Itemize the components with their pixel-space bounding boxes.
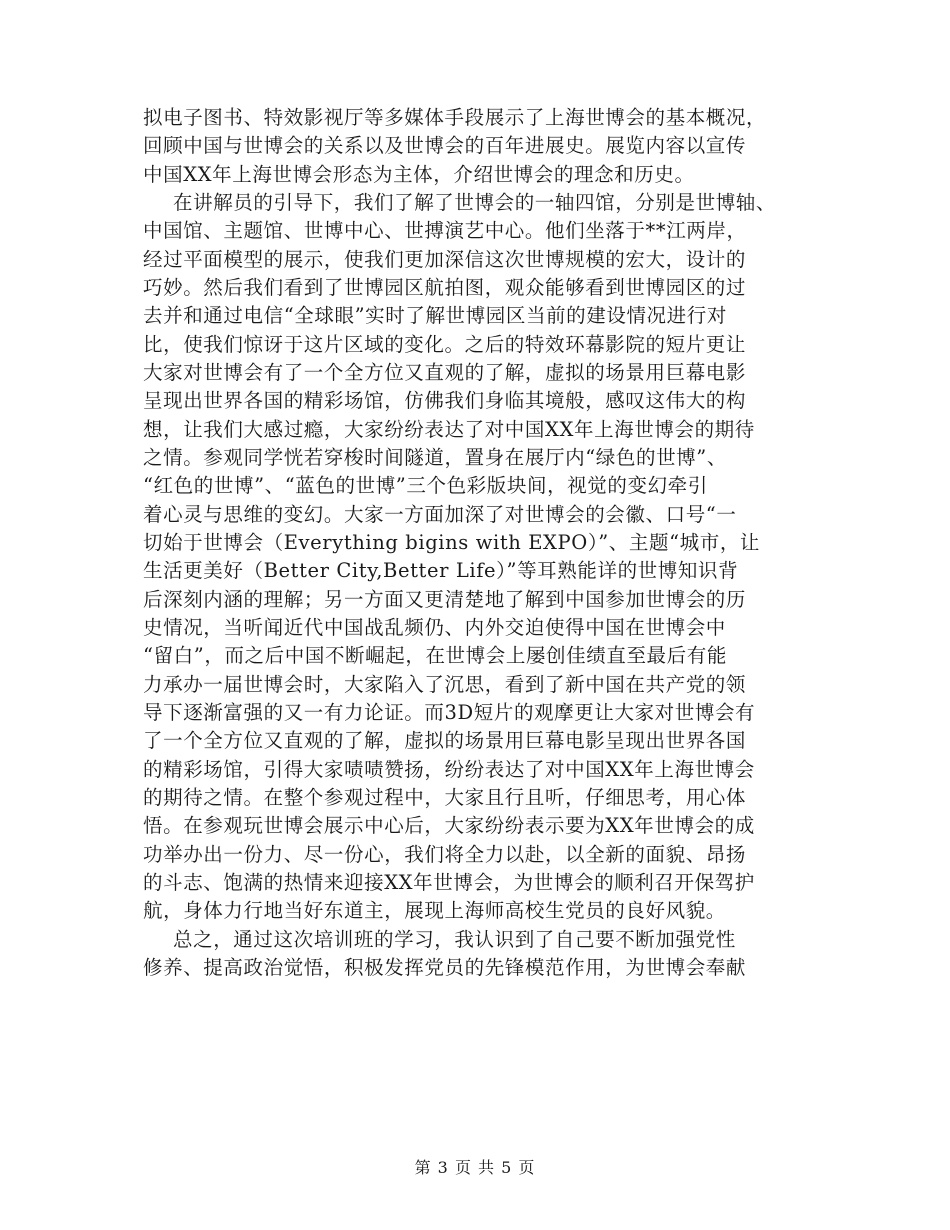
text-line: 的斗志、饱满的热情来迎接XX年世博会，为世博会的顺利召开保驾护	[143, 870, 755, 894]
text-line: 中国馆、主题馆、世博中心、世搏演艺中心。他们坐落于**江两岸，	[143, 219, 747, 243]
text-line: 比，使我们惊讶于这片区域的变化。之后的特效环幕影院的短片更让	[143, 332, 747, 356]
paragraph-start-line: 总之，通过这次培训班的学习，我认识到了自己要不断加强党性	[173, 927, 736, 951]
text-line: 回顾中国与世博会的关系以及世博会的百年进展史。展览内容以宣传	[143, 134, 747, 158]
text-line: 去并和通过电信“全球眼”实时了解世博园区当前的建设情况进行对	[143, 304, 727, 328]
text-line: “红色的世博”、“蓝色的世博”三个色彩版块间，视觉的变幻牵引	[143, 474, 708, 498]
text-line: 大家对世博会有了一个全方位又直观的了解，虚拟的场景用巨幕电影	[143, 360, 747, 384]
text-line: 经过平面模型的展示，使我们更加深信这次世博规模的宏大，设计的	[143, 247, 747, 271]
text-line: 导下逐渐富强的又一有力论证。而3D短片的观摩更让大家对世博会有	[143, 700, 756, 724]
text-line: 着心灵与思维的变幻。大家一方面加深了对世博会的会徽、口号“一	[143, 502, 737, 526]
text-line: “留白”，而之后中国不断崛起，在世博会上屡创佳绩直至最后有能	[143, 644, 727, 668]
document-body	[143, 104, 943, 982]
text-line: 航，身体力行地当好东道主，展现上海师高校生党员的良好风貌。	[143, 899, 726, 923]
text-line: 之情。参观同学恍若穿梭时间隧道，置身在展厅内“绿色的世博”、	[143, 445, 727, 469]
text-line: 史情况，当听闻近代中国战乱频仍、内外交迫使得中国在世博会中	[143, 615, 726, 639]
text-line: 中国XX年上海世博会形态为主体，介绍世博会的理念和历史。	[143, 162, 695, 186]
paragraph-start-line: 在讲解员的引导下，我们了解了世博会的一轴四馆，分别是世博轴、	[173, 190, 777, 214]
text-line: 呈现出世界各国的精彩场馆，仿佛我们身临其境般，感叹这伟大的构	[143, 389, 747, 413]
text-line: 想，让我们大感过瘾，大家纷纷表达了对中国XX年上海世博会的期待	[143, 417, 755, 441]
text-line: 修养、提高政治觉悟，积极发挥党员的先锋模范作用，为世博会奉献	[143, 955, 747, 979]
text-line: 拟电子图书、特效影视厅等多媒体手段展示了上海世博会的基本概况，	[143, 106, 767, 129]
text-line: 了一个全方位又直观的了解，虚拟的场景用巨幕电影呈现出世界各国	[143, 729, 747, 753]
text-line: 的期待之情。在整个参观过程中，大家且行且听，仔细思考，用心体	[143, 785, 747, 809]
text-line: 切始于世博会（Everything bigins with EXPO）”、主题“城市，让	[143, 530, 761, 554]
text-line: 生活更美好（Better City,Better Life）”等耳熟能详的世博知识背	[143, 559, 739, 583]
page-number-footer: 第 3 页 共 5 页	[414, 1158, 536, 1177]
text-line: 功举办出一份力、尽一份心，我们将全力以赴，以全新的面貌、昂扬	[143, 842, 747, 866]
text-line: 悟。在参观玩世博会展示中心后，大家纷纷表示要为XX年世博会的成	[143, 814, 755, 838]
text-line: 的精彩场馆，引得大家啧啧赞扬，纷纷表达了对中国XX年上海世博会	[143, 757, 755, 781]
text-line: 后深刻内涵的理解；另一方面又更清楚地了解到中国参加世博会的历	[143, 587, 747, 611]
text-line: 巧妙。然后我们看到了世博园区航拍图，观众能够看到世博园区的过	[143, 275, 747, 299]
text-line: 力承办一届世博会时，大家陷入了沉思，看到了新中国在共产党的领	[143, 672, 747, 696]
